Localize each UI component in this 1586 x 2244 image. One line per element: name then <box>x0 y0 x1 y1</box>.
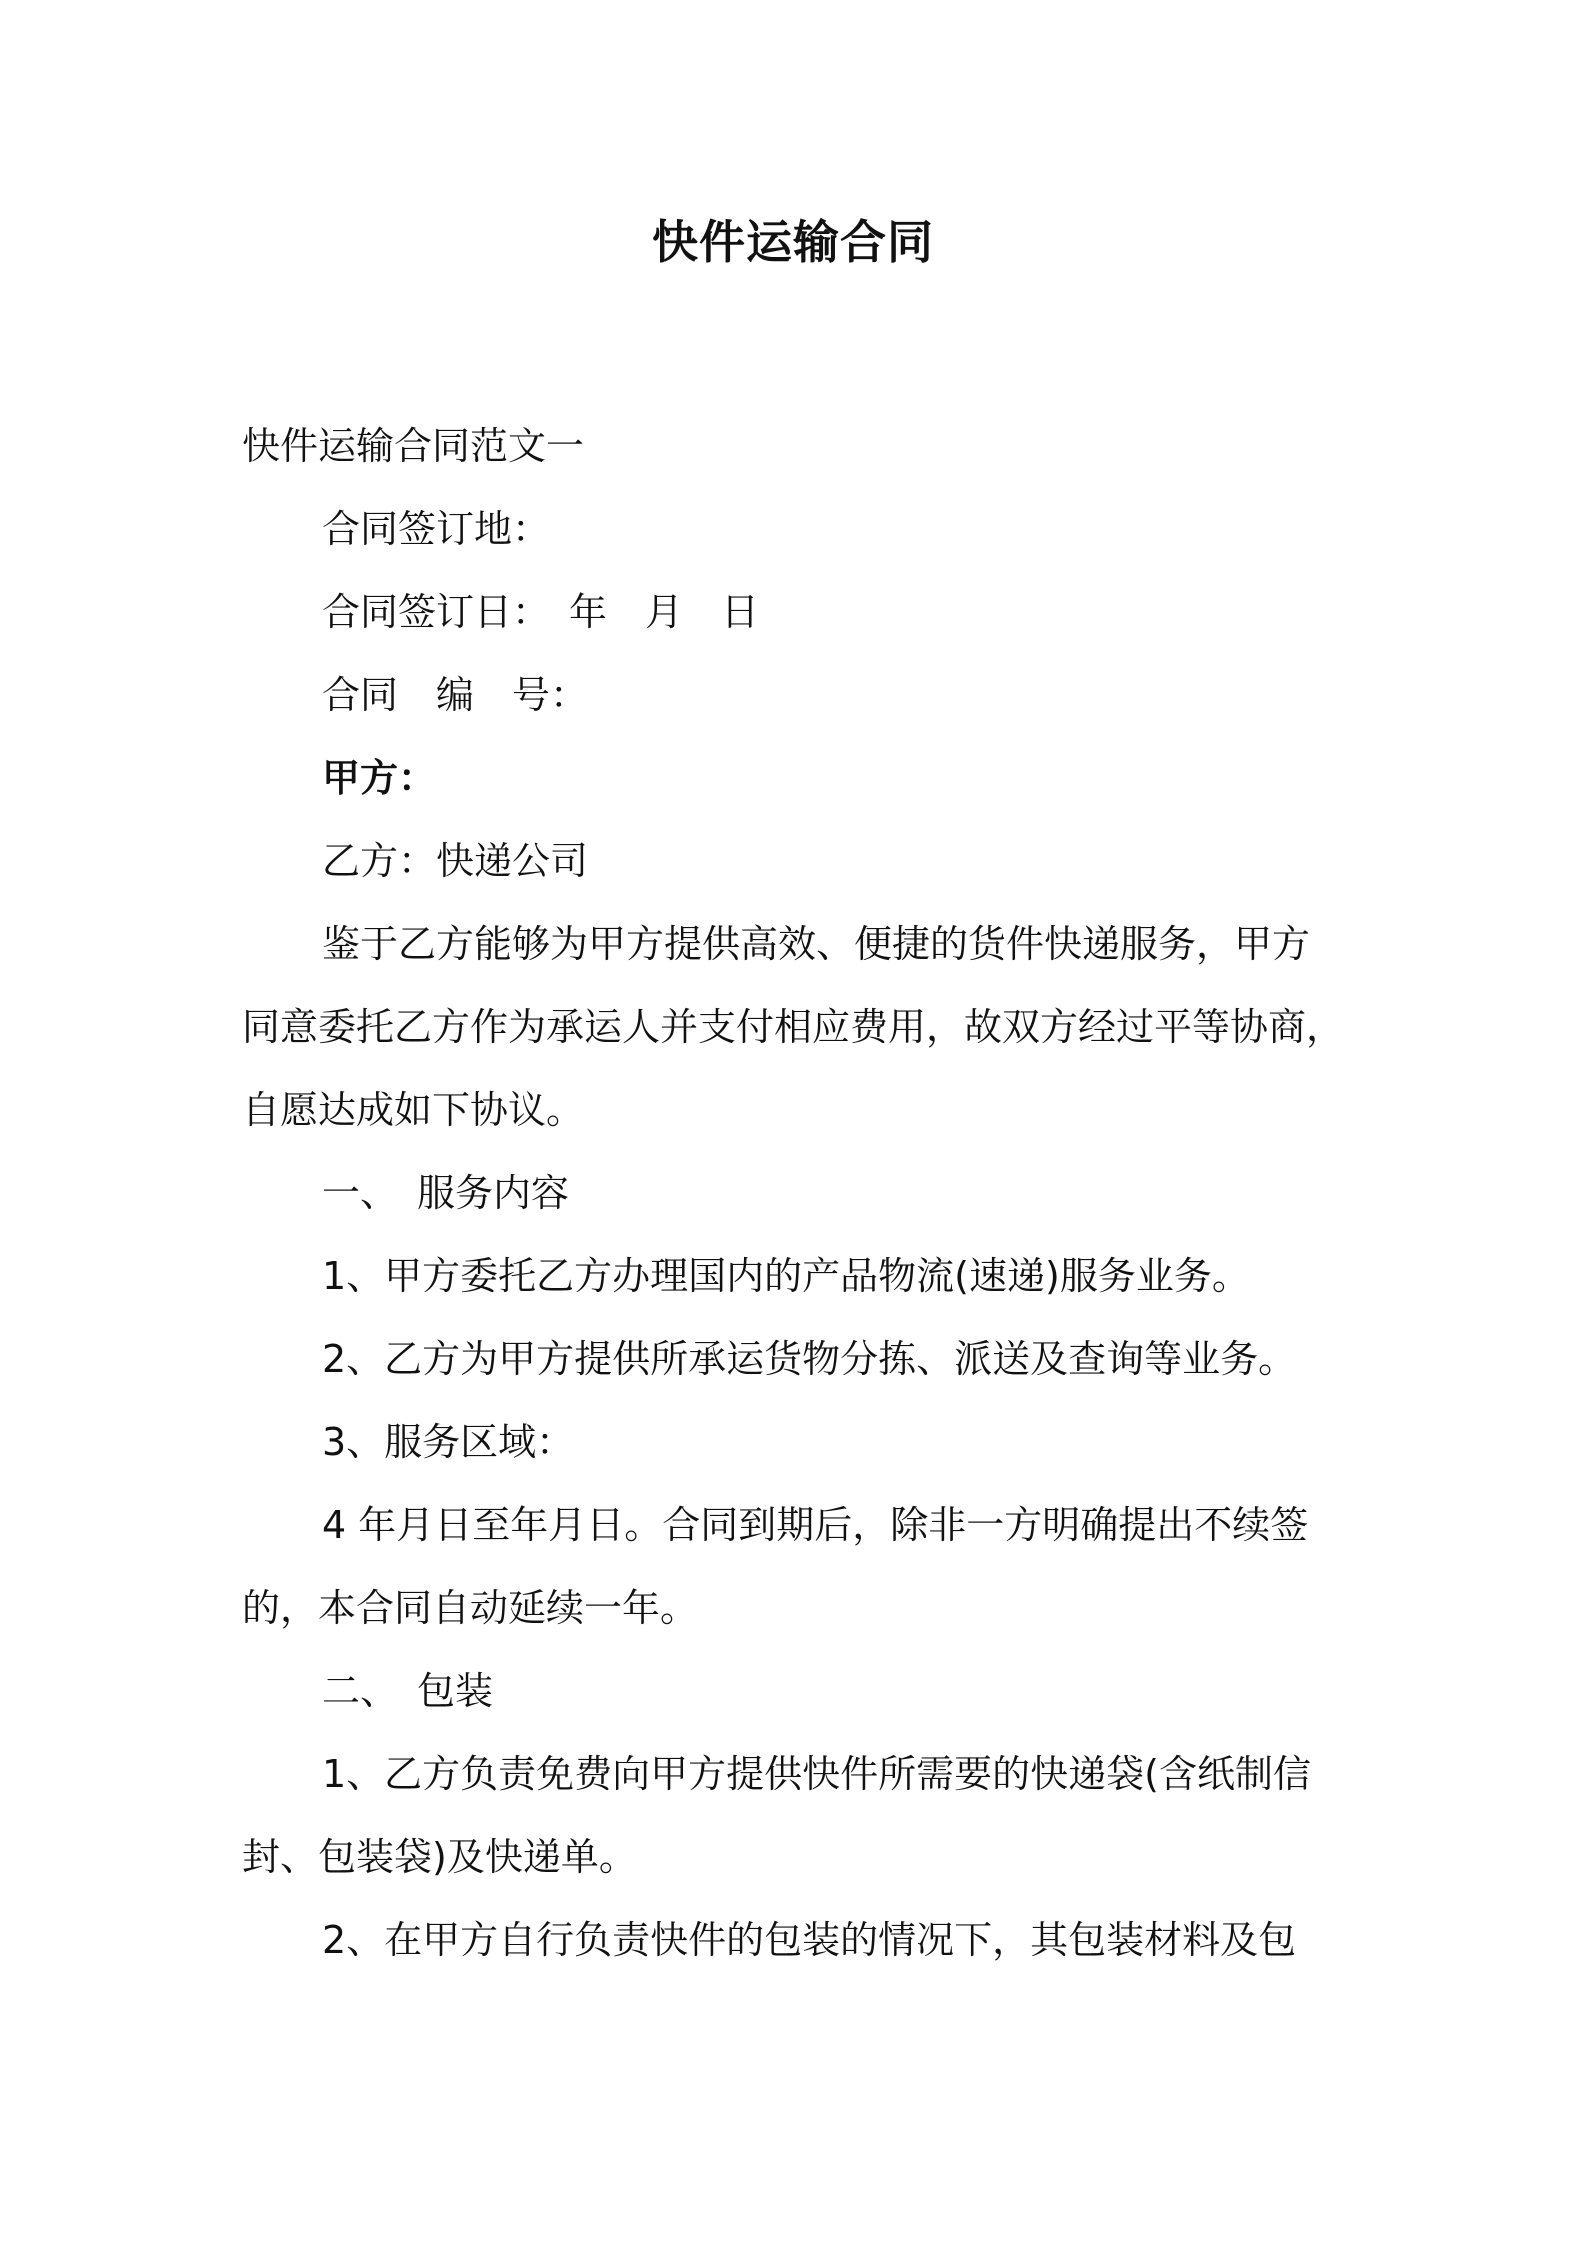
section-heading-service: 一、 服务内容 <box>322 1171 570 1215</box>
clause-line: 2、在甲方自行负责快件的包装的情况下，其包装材料及包 <box>322 1918 1297 1962</box>
clause-line: 4 年月日至年月日。合同到期后，除非一方明确提出不续签 <box>322 1503 1309 1547</box>
preamble-line: 鉴于乙方能够为甲方提供高效、便捷的货件快递服务，甲方 <box>322 922 1311 966</box>
clause-line: 3、服务区域： <box>322 1420 575 1464</box>
signing-place-line: 合同签订地： <box>322 507 551 551</box>
clause-line: 封、包装袋)及快递单。 <box>242 1835 637 1879</box>
clause-line: 1、甲方委托乙方办理国内的产品物流(速递)服务业务。 <box>322 1254 1250 1298</box>
signing-date-line: 合同签订日： 年 月 日 <box>322 590 760 634</box>
preamble-line: 同意委托乙方作为承运人并支付相应费用，故双方经过平等协商， <box>242 1005 1345 1049</box>
document-title: 快件运输合同 <box>652 215 934 269</box>
party-b-line: 乙方：快递公司 <box>322 839 589 883</box>
contract-number-line: 合同 编 号： <box>322 673 589 717</box>
clause-line: 1、乙方负责免费向甲方提供快件所需要的快递袋(含纸制信 <box>322 1752 1312 1796</box>
preamble-line: 自愿达成如下协议。 <box>242 1088 585 1132</box>
sample-heading: 快件运输合同范文一 <box>242 424 585 468</box>
clause-line: 2、乙方为甲方提供所承运货物分拣、派送及查询等业务。 <box>322 1337 1297 1381</box>
section-heading-packaging: 二、 包装 <box>322 1669 494 1713</box>
document-body <box>242 405 1362 1982</box>
clause-line: 的，本合同自动延续一年。 <box>242 1586 699 1630</box>
party-a-line: 甲方： <box>322 756 437 800</box>
